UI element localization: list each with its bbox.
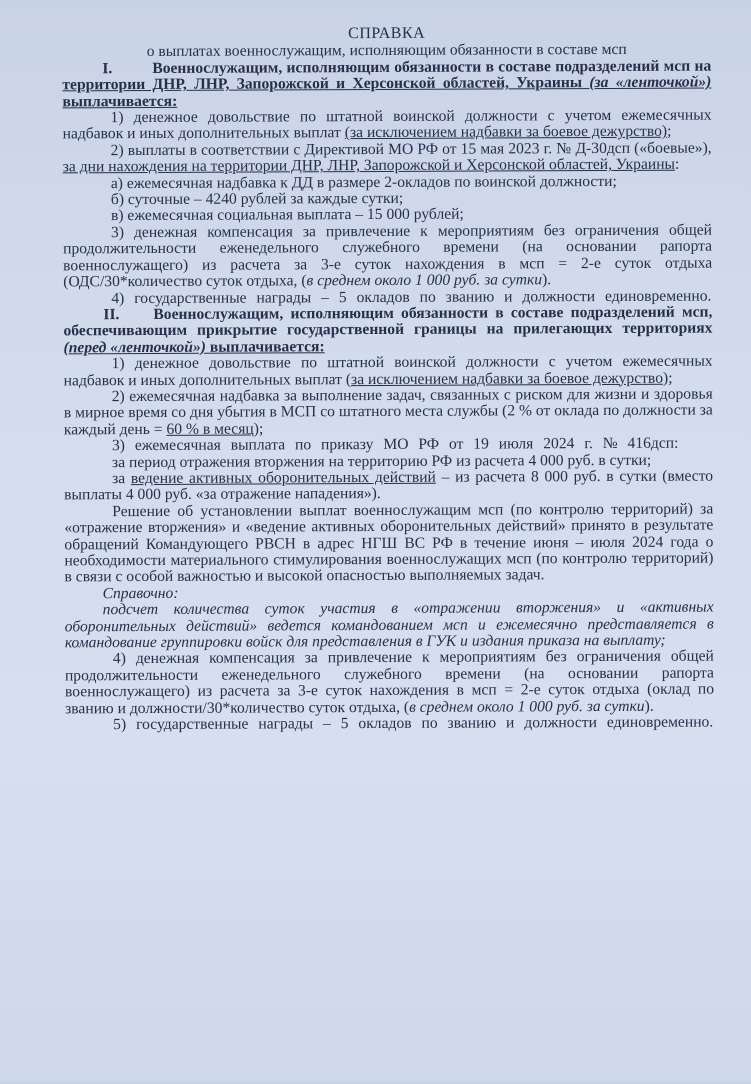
section2-decision: Решение об установлении выплат военнослужащим мсп (по контролю территорий) за «отражение вторжения» и «ведение активных оборонительных действий» принято в результате обращений Командующего РВСН в адрес НГШ ВС РФ в течение июня – июля 2024 года о необходимости материального стимулирования военнослужащих мсп (по контролю территорий) в связи с особой важностью и высокой опасностью выполняемых задач. xyxy=(64,500,714,586)
section1-number: I. xyxy=(102,59,113,78)
section1-heading-paren: (за «ленточкой») xyxy=(581,73,712,92)
section1-item2: 2) выплаты в соответствии с Директивой МО РФ от 15 мая 2023 г. № Д-30дсп («боевые»), за дни нахождения на территории ДНР, ЛНР, Запорожской и Херсонской областей, Украины: xyxy=(62,139,712,176)
section1-heading: I. Военнослужащим, исполняющим обязанности в составе подразделений мсп на территории ДНР, ЛНР, Запорожской и Херсонской областей, Украины (за «ленточкой») выплачивается: xyxy=(62,57,712,110)
section2-item4: 4) денежная компенсация за привлечение к мероприятиям без ограничения общей продолжительности еженедельного служебного времени (на основании рапорта военнослужащего) из расчета за 3-е суток нахождения в мсп = 2-е суток отдыха (оклад по званию и должности/30*количество суток отдыха, (в среднем около 1 000 руб. за сутки). xyxy=(64,647,715,718)
document-title: СПРАВКА xyxy=(348,24,426,43)
section2-item3-sub1: за период отражения вторжения на территорию РФ из расчета 4 000 руб. в сутки; xyxy=(111,451,652,471)
section2-item1: 1) денежное довольствие по штатной воинской должности с учетом ежемесячных надбавок и иных дополнительных выплат (за исключением надбавки за боевое дежурство); xyxy=(63,352,713,389)
section1-item2-sub-c: в) ежемесячная социальная выплата – 15 000 рублей; xyxy=(110,206,464,225)
section2-item2: 2) ежемесячная надбавка за выполнение задач, связанных с риском для жизни и здоровья в мирное время со дня убытия в МСП со штатного места службы (2 % от оклада по должности за каждый день = 60 % в месяц); xyxy=(63,385,713,439)
section2-item3-sub2: за ведение активных оборонительных действий – из расчета 8 000 руб. в сутки (вместо выплаты 4 000 руб. «за отражение нападения»). xyxy=(64,467,714,504)
section2-heading: II. Военнослужащим, исполняющим обязанности в составе подразделений мсп, обеспечивающим прикрытие государственной границы на прилегающих территориях (перед «ленточкой») выплачивается: xyxy=(63,303,713,357)
section2-number: II. xyxy=(103,306,120,324)
document-subtitle: о выплатах военнослужащим, исполняющим обязанности в составе мсп xyxy=(146,41,627,61)
section2-reference-text: подсчет количества суток участия в «отражении вторжения» и «активных оборонительных действий» ведется командованием мсп и ежемесячно представляется в командование группировки войск для представления в ГУК и издания приказа на выплату; xyxy=(64,598,714,652)
section1-item2-sub-a: а) ежемесячная надбавка к ДД в размере 2-окладов по воинской должности; xyxy=(110,172,617,192)
section2-reference-label: Справочно: xyxy=(102,584,179,603)
section1-item2-sub-b: б) суточные – 4240 рублей за каждые сутки; xyxy=(110,189,404,209)
section1-item1: 1) денежное довольствие по штатной воинской должности с учетом ежемесячных надбавок и иных дополнительных выплат (за исключением надбавки за боевое дежурство); xyxy=(62,106,712,143)
section2-item5: 5) государственные награды – 5 окладов по званию и должности единовременно. xyxy=(113,713,714,734)
section2-item3: 3) ежемесячная выплата по приказу МО РФ от 19 июля 2024 г. № 416дсп: xyxy=(111,434,679,455)
section1-heading-territory: территории ДНР, ЛНР, Запорожской и Херсонской областей, Украины xyxy=(62,74,583,94)
section1-item4: 4) государственные награды – 5 окладов по званию и должности единовременно. xyxy=(111,287,712,307)
section1-item3: 3) денежная компенсация за привлечение к мероприятиям без ограничения общей продолжительности еженедельного служебного времени (на основании рапорта военнослужащего) из расчета за 3-е суток нахождения в мсп = 2-е суток отдыха (ОДС/30*количество суток отдыха, (в среднем около 1 000 руб. за сутки). xyxy=(63,221,713,291)
section2-heading-paren: (перед «ленточкой») xyxy=(63,338,206,357)
